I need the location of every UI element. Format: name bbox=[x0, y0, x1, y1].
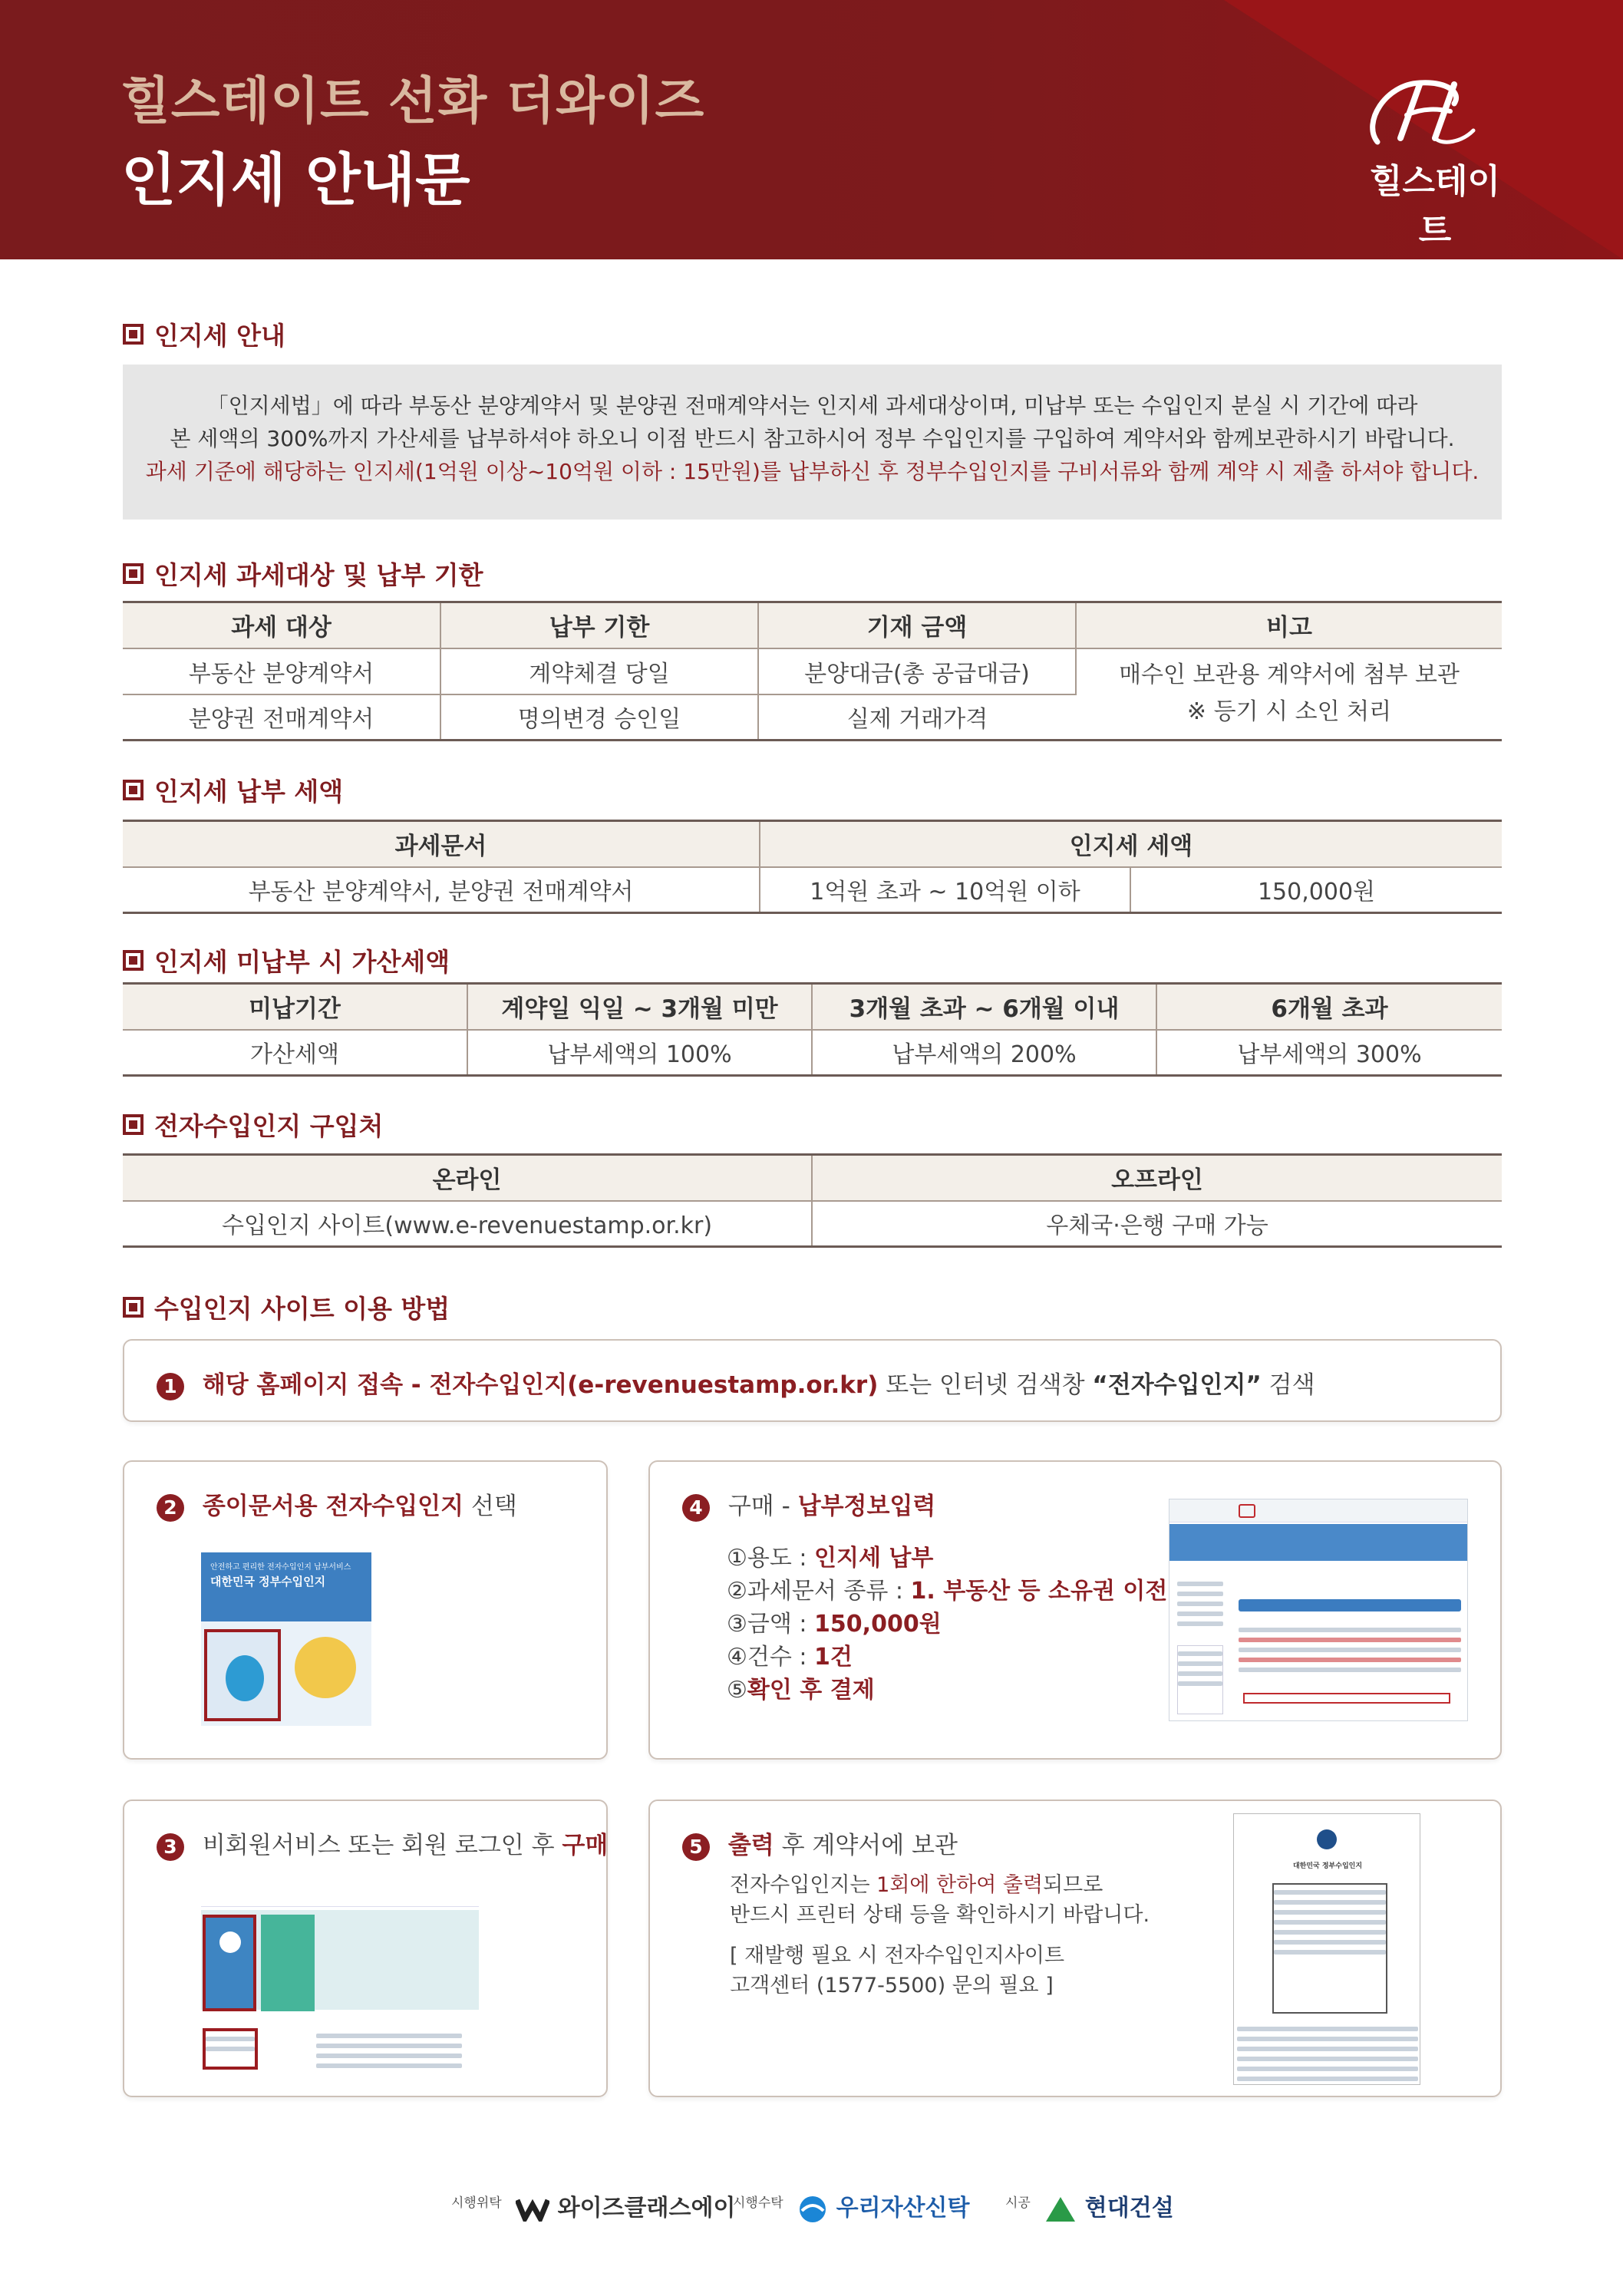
notice-box bbox=[123, 365, 1502, 520]
shot-title: 대한민국 정부수입인지 bbox=[210, 1575, 326, 1588]
step-3-bold: 구매 bbox=[562, 1832, 609, 1859]
table-cell: 부동산 분양계약서, 분양권 전매계약서 bbox=[123, 867, 760, 913]
section-heading-taxable: 인지세 과세대상 및 납부 기한 bbox=[123, 556, 483, 592]
step-4-box bbox=[648, 1460, 1502, 1760]
footer-name: 우리자산신탁 bbox=[836, 2195, 970, 2222]
square-bullet-icon bbox=[123, 950, 143, 971]
purchase-table bbox=[123, 1153, 1502, 1248]
table-cell: 납부세액의 100% bbox=[467, 1030, 812, 1076]
step-4-bold: 납부정보입력 bbox=[797, 1493, 936, 1520]
step-number: 2 bbox=[157, 1494, 184, 1522]
table-cell: 납부세액의 300% bbox=[1156, 1030, 1502, 1076]
table-note-cell bbox=[1076, 648, 1502, 741]
square-bullet-icon bbox=[123, 1114, 143, 1135]
step-5-desc-line: [ 재발행 필요 시 전자수입인지사이트 bbox=[730, 1944, 1065, 1968]
shot-caption: 안전하고 편리한 전자수입인지 납부서비스 bbox=[210, 1563, 351, 1572]
table-cell: 계약체결 당일 bbox=[440, 648, 758, 694]
step-1-end: 검색 bbox=[1261, 1371, 1315, 1399]
table-cell: 150,000원 bbox=[1130, 867, 1502, 913]
stamp-document-image bbox=[1233, 1813, 1420, 2085]
table-header: 과세 대상 bbox=[123, 602, 440, 648]
step-5-desc-line: 고객센터 (1577-5500) 문의 필요 ] bbox=[730, 1974, 1054, 1997]
notice-line-3: 과세 기준에 해당하는 인지세(1억원 이상~10억원 이하 : 15만원)를 납부하신 후 정부수입인지를 구비서류와 함께 계약 시 제출 하셔야 합니다. bbox=[145, 459, 1480, 484]
square-bullet-icon bbox=[123, 780, 143, 800]
table-header: 6개월 초과 bbox=[1156, 984, 1502, 1030]
section-heading-howto: 수입인지 사이트 이용 방법 bbox=[123, 1289, 450, 1325]
notice-line-2: 본 세액의 300%까지 가산세를 납부하셔야 하오니 이점 반드시 참고하시어 정부 수입인지를 구입하여 계약서와 함께보관하시기 바랍니다. bbox=[170, 426, 1455, 451]
step-1-keyword: “전자수입인지” bbox=[1092, 1371, 1262, 1399]
step-2-bold: 종이문서용 전자수입인지 bbox=[202, 1493, 464, 1520]
step-3-label: 비회원서비스 또는 회원 로그인 후 bbox=[202, 1832, 562, 1859]
step-4-items bbox=[727, 1542, 1167, 1707]
table-header: 과세문서 bbox=[123, 821, 760, 867]
step-5-bold: 출력 bbox=[727, 1832, 774, 1859]
hillstate-h-icon bbox=[1347, 69, 1493, 153]
penalty-table bbox=[123, 982, 1502, 1077]
footer-name: 와이즈클래스에이 bbox=[557, 2195, 736, 2222]
step-5-box bbox=[648, 1800, 1502, 2097]
step-number: 5 bbox=[682, 1833, 710, 1861]
footer-name: 현대건설 bbox=[1084, 2195, 1174, 2222]
step-4-item: ②과세문서 종류 : 1. 부동산 등 소유권 이전 bbox=[727, 1578, 1168, 1605]
footer-developer bbox=[451, 2189, 735, 2222]
table-header: 납부 기한 bbox=[440, 602, 758, 648]
footer-trustee bbox=[733, 2189, 970, 2225]
step-1-box bbox=[123, 1339, 1502, 1422]
table-header: 3개월 초과 ~ 6개월 이내 bbox=[812, 984, 1156, 1030]
table-header: 오프라인 bbox=[812, 1155, 1502, 1201]
step-4-item: ①용도 : 인지세 납부 bbox=[727, 1545, 934, 1572]
doc-title: 대한민국 정부수입인지 bbox=[1292, 1862, 1363, 1870]
table-cell: 실제 거래가격 bbox=[758, 694, 1076, 741]
square-bullet-icon bbox=[123, 324, 143, 345]
footer-label: 시행위탁 bbox=[451, 2195, 502, 2211]
step-5-desc bbox=[730, 1870, 1150, 2001]
step-1-url: 해당 홈페이지 접속 - 전자수입인지(e-revenuestamp.or.kr) bbox=[202, 1371, 879, 1399]
nonmember-highlight[interactable] bbox=[203, 1915, 256, 2011]
step-number: 1 bbox=[157, 1373, 184, 1400]
step-4-item: ④건수 : 1건 bbox=[727, 1644, 853, 1671]
step-5-text bbox=[682, 1826, 958, 1861]
step-number: 3 bbox=[157, 1833, 184, 1861]
table-header: 계약일 익일 ~ 3개월 미만 bbox=[467, 984, 812, 1030]
logo-text: 힐스테이트 bbox=[1369, 162, 1500, 250]
step-1-mid: 또는 인터넷 검색창 bbox=[878, 1371, 1093, 1399]
step-5-desc-line: 전자수입인지는 1회에 한하여 출력되므로 bbox=[730, 1873, 1103, 1897]
step-5-end: 후 계약서에 보관 bbox=[774, 1832, 958, 1859]
brand-title: 힐스테이트 선화 더와이즈 bbox=[121, 71, 705, 130]
login-highlight[interactable] bbox=[203, 2028, 258, 2070]
section-heading-amount: 인지세 납부 세액 bbox=[123, 772, 343, 808]
table-header: 미납기간 bbox=[123, 984, 467, 1030]
table-cell: 수입인지 사이트(www.e-revenuestamp.or.kr) bbox=[123, 1201, 812, 1247]
table-header: 비고 bbox=[1076, 602, 1502, 648]
step-number: 4 bbox=[682, 1494, 710, 1522]
taxable-table bbox=[123, 601, 1502, 741]
table-cell: 1억원 초과 ~ 10억원 이하 bbox=[760, 867, 1130, 913]
footer-builder bbox=[1005, 2189, 1174, 2223]
square-bullet-icon bbox=[123, 563, 143, 584]
table-cell: 가산세액 bbox=[123, 1030, 467, 1076]
step-1-text bbox=[157, 1365, 1315, 1400]
wiseclass-w-icon bbox=[516, 2197, 549, 2222]
table-header: 기재 금액 bbox=[758, 602, 1076, 648]
section-heading-notice: 인지세 안내 bbox=[123, 316, 285, 352]
notice-line-1: 「인지세법」에 따라 부동산 분양계약서 및 분양권 전매계약서는 인지세 과세대상이며, 미납부 또는 수입인지 분실 시 기간에 따라 bbox=[206, 393, 1418, 418]
step-3-box bbox=[123, 1800, 608, 2097]
step-2-end: 선택 bbox=[463, 1493, 517, 1520]
table-cell: 부동산 분양계약서 bbox=[123, 648, 440, 694]
woori-logo-icon bbox=[797, 2194, 828, 2225]
table-header: 인지세 세액 bbox=[760, 821, 1502, 867]
section-heading-purchase: 전자수입인지 구입처 bbox=[123, 1107, 383, 1143]
table-cell: 납부세액의 200% bbox=[812, 1030, 1156, 1076]
step-2-text bbox=[157, 1486, 517, 1522]
paper-option-highlight[interactable] bbox=[204, 1629, 281, 1721]
table-cell: 명의변경 승인일 bbox=[440, 694, 758, 741]
amount-table bbox=[123, 820, 1502, 914]
page-title: 인지세 안내문 bbox=[121, 147, 470, 213]
square-bullet-icon bbox=[123, 1297, 143, 1318]
site-screenshot-paper bbox=[201, 1552, 371, 1726]
footer-label: 시공 bbox=[1005, 2195, 1031, 2211]
section-heading-penalty: 인지세 미납부 시 가산세액 bbox=[123, 942, 450, 978]
table-header: 온라인 bbox=[123, 1155, 812, 1201]
table-cell: 분양권 전매계약서 bbox=[123, 694, 440, 741]
step-4-text bbox=[682, 1486, 935, 1522]
step-4-item: ③금액 : 150,000원 bbox=[727, 1611, 942, 1638]
step-2-box bbox=[123, 1460, 608, 1760]
table-cell: 우체국·은행 구매 가능 bbox=[812, 1201, 1502, 1247]
step-3-text bbox=[157, 1826, 608, 1861]
note-line: ※ 등기 시 소인 처리 bbox=[1186, 698, 1392, 726]
step-5-desc-line: 반드시 프린터 상태 등을 확인하시기 바랍니다. bbox=[730, 1903, 1150, 1927]
payment-form-screenshot bbox=[1169, 1499, 1468, 1721]
step-4-label: 구매 - bbox=[727, 1493, 798, 1520]
login-screenshot bbox=[201, 1885, 479, 2077]
note-line: 매수인 보관용 계약서에 첨부 보관 bbox=[1119, 661, 1460, 689]
hyundai-triangle-icon bbox=[1044, 2195, 1077, 2223]
step-4-item: ⑤확인 후 결제 bbox=[727, 1677, 875, 1704]
table-cell: 분양대금(총 공급대금) bbox=[758, 648, 1076, 694]
footer-label: 시행수탁 bbox=[733, 2195, 783, 2211]
